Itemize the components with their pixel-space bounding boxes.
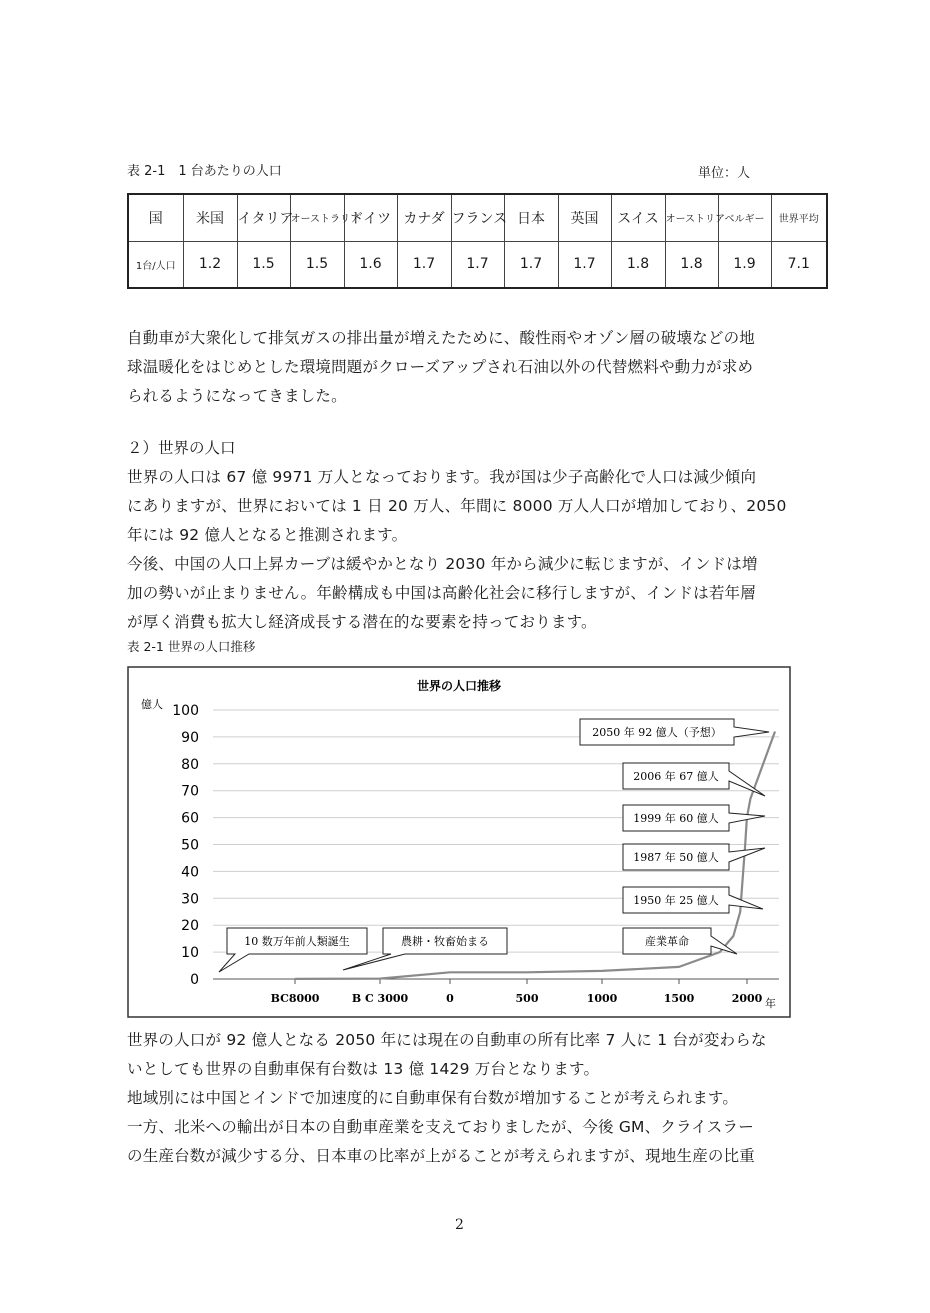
value-cell: 1.6 [344, 241, 397, 288]
country-cell: 日本 [504, 194, 558, 241]
callout-label: 1950 年 25 億人 [633, 894, 719, 907]
chart-title: 世界の人口推移 [416, 679, 502, 693]
callout-label: 10 数万年前人類誕生 [244, 935, 350, 948]
callout-label: 1987 年 50 億人 [633, 851, 719, 864]
cars-per-person-table [127, 193, 828, 289]
table-row-label: 1台/人口 [128, 241, 183, 288]
y-tick-label: 80 [181, 756, 199, 773]
table-unit: 単位：人 [698, 166, 751, 181]
text-line: 年には 92 億人となると推測されます。 [127, 526, 408, 544]
y-tick-label: 20 [181, 918, 199, 935]
country-cell: ベルギー [718, 194, 771, 241]
callout-label: 農耕・牧畜始まる [401, 935, 489, 948]
paragraph-environment [127, 324, 807, 411]
country-cell: イタリア [237, 194, 290, 241]
x-tick-label: 1000 [586, 992, 618, 1005]
value-cell: 1.7 [558, 241, 611, 288]
value-cell: 1.7 [504, 241, 558, 288]
section-heading: ２）世界の人口 [127, 439, 236, 457]
y-tick-label: 60 [181, 810, 199, 827]
chart-caption: 表 2-1 世界の人口推移 [127, 639, 256, 654]
y-tick-label: 50 [181, 837, 199, 854]
value-cell: 1.5 [237, 241, 290, 288]
value-cell: 1.7 [451, 241, 504, 288]
country-cell: ドイツ [344, 194, 397, 241]
country-cell: 英国 [558, 194, 611, 241]
country-cell: フランス [451, 194, 504, 241]
x-tick-label: BC8000 [270, 992, 320, 1005]
text-line: いとしても世界の自動車保有台数は 13 億 1429 万台となります。 [127, 1060, 600, 1078]
text-line: が厚く消費も拡大し経済成長する潜在的な要素を持っております。 [127, 613, 597, 631]
x-axis-label: 年 [765, 997, 776, 1010]
y-tick-label: 10 [181, 945, 199, 962]
table-value-row [128, 241, 827, 288]
country-cell: カナダ [397, 194, 451, 241]
value-cell: 1.7 [397, 241, 451, 288]
y-tick-label: 30 [181, 891, 199, 908]
country-cell: 米国 [183, 194, 237, 241]
paragraph-population [127, 463, 807, 637]
table-header-label: 国 [128, 194, 183, 241]
x-tick-label: 2000 [731, 992, 763, 1005]
x-tick-label: 500 [515, 992, 539, 1005]
y-tick-label: 0 [190, 972, 199, 988]
value-cell: 7.1 [771, 241, 827, 288]
x-tick-label: B C 3000 [351, 992, 409, 1005]
country-cell: スイス [611, 194, 665, 241]
table-header-row [128, 194, 827, 241]
country-cell: 世界平均 [771, 194, 827, 241]
value-cell: 1.9 [718, 241, 771, 288]
population-chart [127, 666, 791, 1018]
y-axis-label: 億人 [141, 698, 163, 711]
text-line: 地域別には中国とインドで加速度的に自動車保有台数が増加することが考えられます。 [127, 1089, 739, 1107]
callout-label: 産業革命 [645, 935, 689, 948]
text-line: られるようになってきました。 [127, 387, 347, 405]
callout-label: 1999 年 60 億人 [633, 812, 719, 825]
y-tick-label: 90 [181, 729, 199, 746]
chart-svg [127, 666, 791, 1018]
value-cell: 1.5 [290, 241, 344, 288]
text-line: 世界の人口が 92 億人となる 2050 年には現在の自動車の所有比率 7 人に 1 台が変わらな [127, 1031, 767, 1049]
text-line: 自動車が大衆化して排気ガスの排出量が増えたために、酸性雨やオゾン層の破壊などの地 [127, 329, 756, 347]
value-cell: 1.8 [665, 241, 718, 288]
country-cell: オーストラリア [290, 194, 344, 241]
text-line: 世界の人口は 67 億 9971 万人となっております。我が国は少子高齢化で人口は減少傾向 [127, 468, 757, 486]
y-tick-label: 40 [181, 864, 199, 881]
y-tick-label: 70 [181, 783, 199, 800]
callout-label: 2050 年 92 億人（予想） [592, 726, 722, 739]
table-caption: 表 2-1 1 台あたりの人口 [127, 164, 282, 179]
value-cell: 1.8 [611, 241, 665, 288]
text-line: 加の勢いが止まりません。年齢構成も中国は高齢化社会に移行しますが、インドは若年層 [127, 584, 756, 602]
text-line: 一方、北米への輸出が日本の自動車産業を支えておりましたが、今後 GM、クライスラー [127, 1118, 754, 1136]
text-line: 球温暖化をはじめとした環境問題がクローズアップされ石油以外の代替燃料や動力が求め [127, 358, 754, 376]
text-line: にありますが、世界においては 1 日 20 万人、年間に 8000 万人人口が増加しており、2050 [127, 497, 787, 515]
x-tick-label: 0 [446, 992, 454, 1005]
text-line: の生産台数が減少する分、日本車の比率が上がることが考えられますが、現地生産の比重 [127, 1147, 756, 1165]
country-cell: オーストリア [665, 194, 718, 241]
page-number: 2 [455, 1217, 464, 1233]
x-tick-label: 1500 [663, 992, 695, 1005]
value-cell: 1.2 [183, 241, 237, 288]
y-tick-label: 100 [172, 703, 199, 719]
text-line: 今後、中国の人口上昇カーブは緩やかとなり 2030 年から減少に転じますが、インドは増 [127, 555, 758, 573]
callout-label: 2006 年 67 億人 [633, 770, 719, 783]
paragraph-vehicles [127, 1026, 807, 1171]
